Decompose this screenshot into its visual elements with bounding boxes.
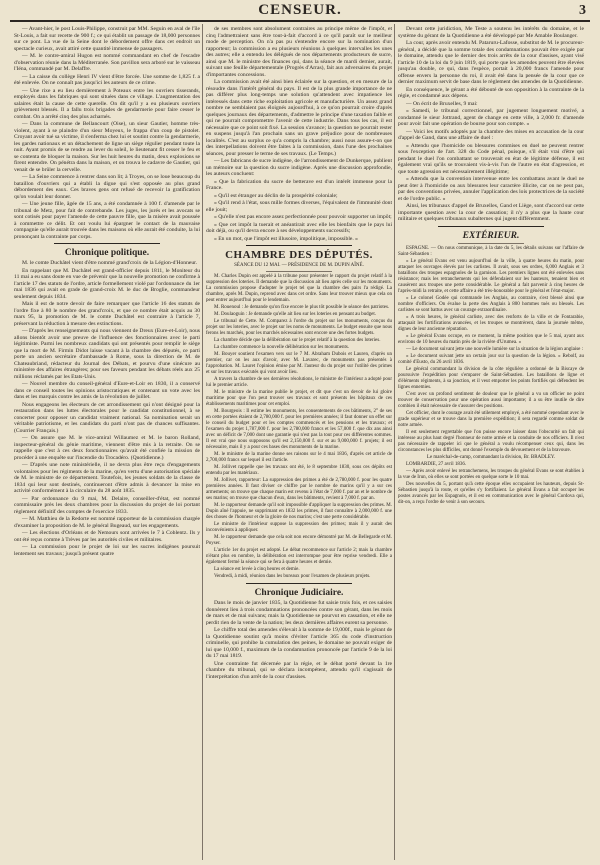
article-paragraph: Devant cette juridiction, Me Teste a soutenu les intérêts du domaine, et le système du gérant de la Quotidienne a été développé par Me Amable Boulanger. xyxy=(398,26,584,39)
newspaper-title: CENSEUR. xyxy=(258,2,342,18)
section-heading: EXTÉRIEUR. xyxy=(462,230,520,241)
dateline: LOMBARDIE, 27 avril 1836. xyxy=(406,461,467,467)
page-number: 3 xyxy=(579,3,586,18)
article-paragraph: Cet officier, dont le courage avait été utilement employé, a été nommé cependant avec le grade supérieur et se trouve dans la première expédition; il sera regardé comme soldat de notre armée. xyxy=(398,410,584,428)
article-paragraph: M. Jollivet, rapporteur: La suppression des primes a été de 2,780,000 f. pour les quatre premières années. Il faut diviser ce chiffre par le nombre de marins qu'il y a sur ces armements; on trouve que chaque marin est revenu à l'état de 7,000 f. par an et le nombre de ses marins; on trouve que chacun d'eux, dans les bâtiments, revient à 7,000 f. par an. xyxy=(206,478,392,501)
article-paragraph: — La caisse du collège Henri IV vient d'être forcée. Une somme de 1,825 f. a été enlevée. On ne connaît pas jusqu'ici les auteurs de ce crime. xyxy=(14,73,200,86)
article-paragraph: Ainsi, les tribunaux d'appel de Bruxelles, Gand et Liège, sont d'accord sur cette importante question avec la cour de cassation; il n'y a plus que la haute cour militaire et quelques tribunaux subalternes qui jugent différemment. xyxy=(398,203,584,222)
column-divider xyxy=(202,24,203,860)
article-paragraph: « Que cet impôt la tuerait et anéantirait avec elle les bienfaits que le pays lui doit déjà, ou qu'il devra encore à ses développements successifs; xyxy=(206,221,392,234)
article-paragraph: « Le général Evans est venu aujourd'hui de la ville, à quatre heures du matin, pour attaquer les ouvrages élevés par les carlistes. Il avait, sous ses ordres, 6,000 Anglais et 3 bataillons des troupes espagnoles de la garnison. Les premiers lignes ont été enlevées sans résistance; mais les retranchements qui les défendaient sur les hauteurs, tenaient bien et causèrent aux troupes une perte considérable. Le général a fait parvenir à cinq heures de l'après-midi la retraite, et cette affaire a été très-honorable pour le général et l'état-major. xyxy=(398,258,584,294)
article-paragraph: — M. le contre-amiral Hugon est nommé commandant en chef de l'escadre d'observation réunie dans la Méditerranée. Son pavillon sera arboré sur le vaisseau l'Iéna, commandé par M. Delaffre. xyxy=(14,53,200,72)
section-divider xyxy=(438,226,544,227)
article-paragraph: « Attendu que l'homicide ou blessures commises en duel ne peuvent rentrer sous l'exception de l'art. 328 du Code pénal, puisque, s'il était vrai d'être qui pendant le duel l'on combattant se trouverait en état de légitime défense, il est également vrai qu'ils se trouvaient vis-à-vis l'un de l'autre en état d'agression, et que toute agression est nécessairement illégitime; xyxy=(398,142,584,175)
article-paragraph: — Les élections d'Orléans et de Nemours sont arrivées le 7 à Coblentz. Ils y ont été reçus comme à Trèves par les autorités civiles et militaires. xyxy=(14,530,200,543)
article-paragraph: L'article 1er du projet est adopté. Le débat recommence sur l'article 2; mais la chambre n'étant plus en nombre, la délibération est interrompue pour être reprise vendredi. Elle a également fermé la séance qui se fera à quatre heures et demie. xyxy=(206,548,392,565)
column-divider xyxy=(394,24,395,860)
article-paragraph: de ses membres sont absolument contraires au principe même de l'impôt, et cinq l'admettraient sans être tout-à-fait d'accord à ce qu'il paraît sur le meilleur mode de perception. On n'a pas pu s'entendre encore sur la nomination d'un rapporteur; la commission a eu plusieurs réunions à quelques intervalles les unes des autres; elle a entendu les délégués de nos départements producteurs de sucre, ainsi que M. le ministre des finances qui, dans la séance de mardi dernier, aurait, suivant une feuille départementale (Progrès d'Arras), fait aux adversaires du projet d'importantes concessions. xyxy=(206,26,392,78)
column-3 xyxy=(398,26,584,858)
article-paragraph: Le tribunal de Cette. M. Comparez à l'ordre du projet sur les monuments, conçus du projet sur les loteries, avec le projet sur les noms de monuments. Le budget ensuite que nous ferons les marchés, pour les marchés nécessaires sont encore une des fortes budgets. xyxy=(206,319,392,336)
article-paragraph: — Le document suivant jette une nouvelle lumière sur la situation de la légion anglaise : xyxy=(406,346,584,352)
article-paragraph: La commission avait été ainsi bien éclairée sur la question, et en mesure de la résoudre dans l'intérêt général du pays. Il est de la plus grande importance de ne pas différer plus long-temps une solution qu'attendent avec impatience les intéressés dans cette riche exploitation agricole et manufacturière. Un assez grand nombre ne semblaient pas éloignés aujourd'hui, à ce qu'on pourrait croire d'après quelques journaux des départements, d'admettre le principe d'une taxation faible et qui ne pourrait compromettre l'avenir de cette industrie. Dans tous les cas, il est nécessaire que ce point soit fixé. La session s'avance; la question ne pourrait rester en suspens jusqu'à l'an prochain sans un grave préjudice pour de nombreuses localités. C'est au surplus ce qu'a compris la chambre; aussi nous assure-t-on que des interpellations doivent être faites à la commission, dans l'une des prochaines séances, pour presser le terme de ses travaux. (Le Temps.) xyxy=(206,79,392,157)
article-paragraph: « A trois heures, le général carliste, avec des renforts de la ville et de Fontarabie, attaquait les fortifications avancées, et les troupes se montrèrent, dans la journée même, dignes de leur ancienne réputation. xyxy=(398,314,584,332)
article-paragraph: Une contrainte fut décernée par la régie, et le débat porté devant la 1re chambre du tribunal, qui se déclara incompétent, attendu qu'il s'agissait de l'interprétation d'un arrêt de la cour d'assises. xyxy=(206,660,392,680)
article-paragraph: M. le rapporteur demande que cela soit non encore démontré par M. de Bellegarde et M. Poyser. xyxy=(206,535,392,546)
article-paragraph: M. Rouenoul : Je demande qu'on fixe encore le plus tôt possible le séance des patriotes. xyxy=(214,305,390,310)
article-paragraph: Mais il est de notre devoir de faire remarquer que l'article 16 des statuts de l'ordre fixe à 80 le nombre des grand'croix, et que ce nombre était acquis au 30 mars 95, la promotion de M. le comte Duchâtel est contraire à l'article 7, préservant la réduction à mesure des extinctions. xyxy=(14,301,200,327)
article-paragraph: « Attendu que la convention intervenue entre les combattans avant le duel ne peut ôter à l'homicide ou aux blessures leur caractère illicite, car on ne peut pas, par des conventions privées, annuler l'application des lois protectrices de la société et de l'ordre public. » xyxy=(398,176,584,202)
article-paragraph: ESPAGNE. — On nous communique, à la date du 5, les détails suivans sur l'affaire de Saint-Sébastien : xyxy=(398,245,584,257)
section-heading: CHAMBRE DES DÉPUTÉS. xyxy=(225,249,373,261)
article-paragraph: — La commission pour le projet de loi sur les sucres indigènes poursuit lentement ses travaux; jusqu'à présent quatre xyxy=(14,544,200,557)
article-paragraph: « Qu'il est étranger au déclin de la prospérité coloniale; xyxy=(214,192,338,199)
article-paragraph: M. le ministre de la marine publie le projet, et dit que c'est un devoir de lui gloire maritime pour que l'on peut trouver ses travaux et sont présents les hôpitaux de ces établissements maritimes pour cet emploi. xyxy=(206,390,392,407)
article-paragraph: La cour, après avoir entendu M. Pataruru-Lafosse, substitut de M. le procureur-général, a décidé que la somme totale des condamnations pouvait être exigée par le domaine, attendu que le dernier des trois arrêts de la cour d'assises, ayant visé l'article 10 de la loi du 9 juin 1819, qui porte que les amendes peuvent être élevées jusqu'au double, ce qui, dans l'espèce, portait à 20,000 francs l'amende pour offense envers la personne du roi, il avait été dans la pensée de la cour que ce dernier maximum servit de base dans le règlement des amendes de la Quotidienne. xyxy=(398,40,584,85)
article-paragraph: Des nouvelles du 5, portant qu'à cette époque elles occupaient les hauteurs, depuis St-Sébastien jusqu'à la route, et qu'elles s'y fortifiaient. Le général Evans a fait occuper les postes avancés par les Espagnols, et il est en communication avec le général Cordova qui, dit-on, a reçu l'ordre de venir à son secours. xyxy=(398,481,584,505)
article-paragraph: Il est seulement regrettable que l'on puisse encore laisser dans l'obscurité un fait qui intéresse au plus haut degré l'honneur de notre armée et la conduite de nos officiers. Il n'est pas nécessaire de rappeler ici que le général a voulu récompenser ceux qui, dans les circonstances les plus difficiles, ont donné l'exemple du dévouement et de la bravoure. xyxy=(398,429,584,453)
article-paragraph: Le général commandant la division de la côte régulière a ordonné de la Biscaye de poursuivre l'expédition pour s'emparer de Saint-Sébastien. Les bataillons de ligne et d'éléments régiments, à sa jonction, et il veut emporter les points fortifiés qui défendent les lignes ennemies. xyxy=(398,366,584,390)
article-paragraph: — D'après les renseignements qui nous viennent de Dreux (Eure-et-Loir), nous allons bientôt avoir une preuve de l'influence des fonctionnaires avec le parti légitimiste. Parmi les nombreux candidats qui ont présentés pour remplir le siège que la mort de M. Firmin Didot laisse vacant à la chambre des députés, ce parti porte un ancien secrétaire d'ambassade à Rome, sous la direction de M. de Chateaubriand, rédacteur du Journal des Débats, et pourvu d'une sinécure au ministère des affaires étrangères; pour ses faveurs pendant les débats réels aux 25 millions réclamés par les Etats-Unis. xyxy=(14,328,200,380)
signature-line: Le maréchal-de-camp, commandant la division, Br. BRADLEY. xyxy=(426,454,556,460)
section-heading: Chronique Judiciaire. xyxy=(254,588,344,598)
session-line: SÉANCE DU 12 MAI. — PRÉSIDENCE DE M. DUPIN AÎNÉ. xyxy=(234,263,364,268)
article-paragraph: — Une rixe a eu lieu dernièrement à Poteaux entre les ouvriers tisserands, employés dans les fabriques qui sont situées dans ce village. L'augmentation des salaires était la cause de cette querelle. On dit qu'il y a eu plusieurs ouvriers grièvement blessés. Il a fallu trois brigades de gendarmerie pour faire cesser le combat. On a arrêté cinq des plus acharnés. xyxy=(14,87,200,120)
masthead xyxy=(0,0,600,22)
article-paragraph: La séance est levée à cinq heures et demie. xyxy=(214,567,300,572)
article-paragraph: — La Seine commence à rentrer dans son lit; à Troyes, on se loue beaucoup du bataillon d'ouvriers qui a établi la digue qui s'est opposée au plus grand débordement des eaux. Ces braves gens ont refusé de recevoir la gratification qu'on voulait leur donner. xyxy=(14,174,200,200)
article-paragraph: — Une jeune fille, âgée de 15 ans, a été condamnée à 100 f. d'amende par le tribunal de Metz, pour fait de contrebande. Les juges, les jurés et les avocats se sont cotisés pour payer l'amende de cette pauvre fille, que la misère avait poussée à commettre ce délit. Et ont voulu lui épargner le contact de la mauvaise compagnie qu'elle aurait trouvée dans les maisons où elle aurait été conduite, la lui prononçant la contrainte par corps. xyxy=(14,201,200,240)
article-paragraph: « Que la fabrication du sucre de betterave est d'un intérêt immense pour la France. xyxy=(206,178,392,191)
section-divider xyxy=(458,243,524,244)
article-paragraph: M. Charles Dupin est appelé à la tribune pour présenter le rapport du projet relatif à la suppression des loteries. Il demande que la discussion ait lieu après celle sur les monuments. La commission propose d'adopter le projet tel que la chambre des pairs l'a rédigé. La chambre, après M. Dupin, reprend avec dans cet ordre. Sans leur trouver mieux que cela on peut entrer aujourd'hui pour le lendemain. xyxy=(206,274,392,303)
article-paragraph: — On assure que M. le vice-amiral Willaumez et M. le baron Rolland, inspecteur-général du génie maritime, viennent d'être mis à la retraite. On se rappelle que c'est à ces deux fonctionnaires qu'avait été confiée la mission de procéder à une enquête sur l'incendie du Trocadéro. (Quotidienne.) xyxy=(14,435,200,461)
article-paragraph: M. Bouyer soutient l'examen vers sur le 7 M. Abraham Dubois et Lauren, d'après un premier, car on les aux d'avoir, avec M. Lavarec, de monuments pas présentés à l'approbation. M. Lauret l'opinion émise par M. l'auteur du du projet sur l'utilité des primes et sur les travaux exécutés qui vont avoir lieu. xyxy=(206,352,392,375)
article-paragraph: — M. Matthieu de la Redorte est nommé rapporteur de la commission chargée d'examiner la proposition de M. le général Bugeaud, sur les engagements. xyxy=(14,516,200,529)
article-paragraph: — Les fabricans de sucre indigène, de l'arrondissement de Dunkerque, publient un mémoire sur la question du sucre indigène. Après une discussion approfondie, les auteurs concluent: xyxy=(206,158,392,177)
article-paragraph: — Nouvel membre du conseil-général d'Eure-et-Loir en 1830, il a conservé dans ce conseil toutes les opinions aristocratiques et contenant un vote avec les dans et les marquis contre les amis de la révolution de juillet. xyxy=(14,381,200,400)
article-paragraph: « Le colonel Godée qui commande les Anglais, au contraire, s'est blessé ainsi que nombre d'officiers. On évalue la perte des Anglais à 800 hommes tués ou blessés. Les carlistes se sont battus avec un courage extraordinaire. xyxy=(398,295,584,313)
article-paragraph: M. Bourgeois : Il estime les monuments, les consentements de ces bâtiments, 2° de ses en cette portées étaient de 2,780,000 f. pour les premières années; il faut donner un effet sur le conseil du budget pour et les comptes commencés et les pensions et les travaux; et l'examen du projet 1,787,000 f. pour les 2,780,000 francs et les 57,000 f. que dix ans ainsi avec un déficit de 7,000 dont une garantie qui n'est pas la tout pour ces différentes sommes. Il est vrai que nous supposons qu'il est 2,150,000 f. sur et au 9,000,000 f. projets; il est nécessaire, mais il y a pour ces bases des monuments de la marine. xyxy=(206,409,392,450)
article-paragraph: Vendredi, à midi, réunion dans les bureaux pour l'examen de plusieurs projets. xyxy=(214,574,371,579)
article-paragraph: A travers la chambre de ses dernières résolutions, le ministre de l'intérieur a adopté pour lui le premier article. xyxy=(206,377,392,388)
column-1 xyxy=(14,26,200,858)
section-divider xyxy=(246,583,352,584)
article-paragraph: M. le rapporteur demande qu'il soit impossible d'appliquer la suppression des primes. M. Dupin aîné l'appuie, ne supprimant en 1832 les primes, il faut connaître à 2,000,000 f. une des choses de l'honneur et de la gloire de nos marins; c'est une perte considérable. xyxy=(206,503,392,520)
section-divider xyxy=(246,245,352,246)
article-paragraph: — Par ordonnance du 9 mai, M. Delaire, conseiller-d'état, est nommé commissaire près les deux chambres pour la discussion du projet de loi portant règlement définitif des comptes de l'exercice 1833. xyxy=(14,495,200,515)
article-paragraph: — Après avoir enlevé les retranchemens, les troupes du général Evans se sont établies à la vue de Irun, où elles se sont portées en quelque sorte le 10 mai. xyxy=(398,468,584,480)
article-paragraph: En rappelant que M. Duchâtel est grand-officier depuis 1811, le Moniteur du 11 mai a eu sans doute en vue de prévenir que la nouvelle promotion ne confirme à l'article 17 des statuts de l'ordre, article formellement violé par l'ordonnance du 1er mai 1836 qui avait en grade de grand-croix M. le duc de Broglie, commandeur seulement depuis 1834. xyxy=(14,267,200,300)
masthead-rule xyxy=(10,20,590,22)
article-paragraph: « Le document suivant jette un certain jour sur la question de la légion. » Rebolf, au comité d'Eusto, du 26 avril 1836. xyxy=(398,353,584,365)
article-paragraph: C'est avec un profond sentiment de douleur que le général a vu un officier ne point trouver de conservation pour une opération aussi importante; il a su être inutile de dire combien il était nécessaire de s'assurer des positions. xyxy=(398,391,584,409)
article-paragraph: — Voici les motifs adoptés par la chambre des mises en accusation de la cour d'appel de Gand, dans une affaire de duel : xyxy=(398,128,584,141)
article-paragraph: M. le comte Duchâtel vient d'être nommé grand'croix de la Légion-d'Honneur. xyxy=(22,260,198,266)
article-paragraph: — Avant-hier, le post Louis-Philippe, construit par MM. Seguin en aval de l'île St-Louis, a fait sur recette de 900 f.; ce qui établit un passage de 18,000 personnes sur ce pont. La vue de la Seine dont le débordement offre dans cet endroit un spectacle curieux, avait attiré cette quantité immense de passagers. xyxy=(14,26,200,52)
article-paragraph: La chambre commence la nouvelle délibération sur les monuments. xyxy=(214,345,350,350)
section-divider xyxy=(266,271,332,272)
article-paragraph: La chambre décide que la délibération sur le projet relatif à la question des loteries. xyxy=(214,338,381,343)
article-paragraph: Le ministre de l'intérieur suppose la suppression des primes; mais il y aurait des inconvénients à appliquer. xyxy=(206,522,392,533)
article-paragraph: En conséquence, le gérant a été débouté de son opposition à la contrainte de la régie, et condamné aux dépens. xyxy=(398,86,584,99)
article-paragraph: M. le ministre de la marine donne ses raisons sur le 4 mai 1836, d'après cet article de 2,700,000 francs sur lequel il est l'article. xyxy=(206,452,392,463)
section-heading: Chronique politique. xyxy=(64,248,150,258)
section-divider xyxy=(54,243,160,244)
article-paragraph: Dans le mois de janvier 1835, la Quotidienne fut saisie trois fois, et ces saisies donnèrent lieu à trois condamnations prononcées contre son gérant, dans les mois de mars et de mai suivans; mais la Quotidienne se pourvut en cassation, et elle ne perdit rien de la vente de la nation; les deux dernières affaires eurent sa personne. xyxy=(206,600,392,626)
article-paragraph: « Qu'elle n'est pas encore assez perfectionnée pour pouvoir supporter un impôt; xyxy=(214,214,392,220)
article-paragraph: — Dans la commune de Bellancourt (Oise), un sieur Gautier, homme très-violent, ayant à se plaindre d'un sieur Moyeux, le frappa d'un coup de pistolet. Croyant avoir tué sa victime, il s'enferma chez lui et soutint contre la gendarmerie, les gardes nationaux et un détachement de ligne un siège régulier pendant toute la nuit. Ayant promis de se rendre au lever du soleil, le lieutenant fit cesser le feu et se contenta de bloquer la maison. Sur les huit heures du matin, deux explosions se firent entendre. On pénétra dans la maison, et on trouva le cadavre de Gautier, qui venait de se brûler la cervelle. xyxy=(14,121,200,173)
article-paragraph: — On écrit de Bruxelles, 9 mai: xyxy=(406,100,478,107)
column-2 xyxy=(206,26,392,858)
article-paragraph: M. Doulaoguin : Je demande qu'elle ait lieu sur les loteries en pensant au budget. xyxy=(214,312,376,317)
article-paragraph: « Qu'il rend à l'état, sous mille formes diverses, l'équivalent de l'immunité dont elle jouit; xyxy=(206,200,392,213)
article-paragraph: Le chiffre total des amendes s'élevait à la somme de 19,000f., mais le gérant de la Quotidienne soutint qu'à moins d'éviter l'article 365 du code d'instruction criminelle, qui prohibe la cumulation des peines, le domaine ne pouvait exiger de lui que 10,000 f., maximum de la condamnation prononcée par l'article 9 de la loi du 17 mai 1819. xyxy=(206,627,392,659)
article-paragraph: M. Jollivet rappelle que les travaux ont été, le 8 septembre 1830, sous ces dépôts est entendu par les matériaux. xyxy=(206,465,392,476)
article-paragraph: — D'après une note ministérielle, il ne devra plus être reçu d'engagements volontaires pour les régiments de la marine, qu'en vertu d'une autorisation spéciale de M. le ministre de ce département. Toutefois, les jeunes soldats de la classe de 1834 qui leur sont destinés, continueront d'être admis à devancer la mise en activité conformément à la circulaire du 28 août 1835. xyxy=(14,462,200,494)
article-paragraph: Nous engageons les électeurs de cet arrondissement qui n'ont désigné pour la restauration dans les luttes électorales pour le candidat constitutionnel, à se concerter pour opposer un candidat vraiment national. Sa nomination serait un véritable patriotisme, et les candidats du parti n'ont pas de chances suffisantes. (Courrier Français.) xyxy=(14,401,200,434)
article-paragraph: « Samedi, le tribunal correctionnel, par jugement longuement motivé, a condamné le sieur Jottrand, agent de change en cette ville, à 2,000 fr. d'amende pour avoir fait une opération de bourse pour son compte. » xyxy=(398,108,584,127)
article-paragraph: « En un mot, que l'impôt est illusoire, impolitique, impossible. » xyxy=(214,235,358,242)
article-paragraph: « Le général Evans occupe, en ce moment, la même position que le 5 mai, ayant aux environs de 10 heures du matin près de la rivière d'Urumea. » xyxy=(398,333,584,345)
